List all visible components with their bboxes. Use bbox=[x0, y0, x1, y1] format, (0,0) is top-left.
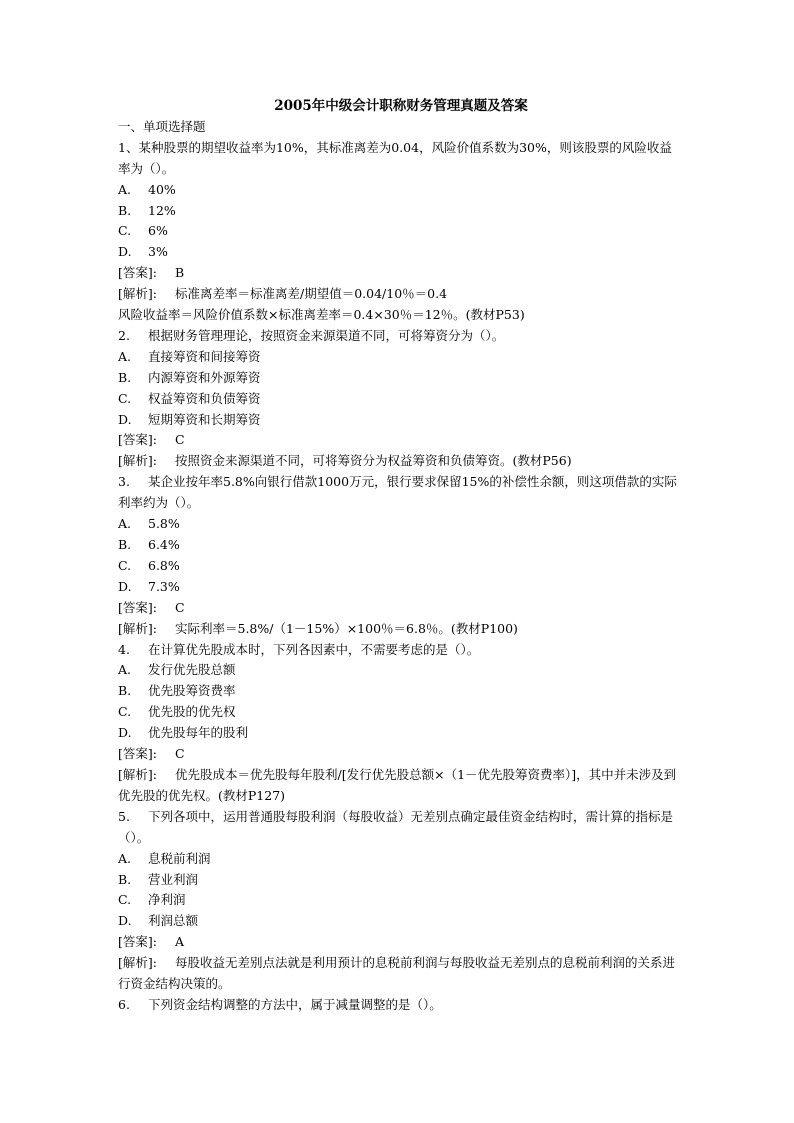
option-text: 息税前利润 bbox=[148, 850, 211, 866]
question-stem: 下列各项中，运用普通股每股利润（每股收益）无差别点确定最佳资金结构时，需计算的指标是（）。 bbox=[118, 808, 674, 845]
question-3-option-a bbox=[118, 514, 684, 535]
option-text: 6% bbox=[148, 223, 168, 239]
option-text: 优先股每年的股利 bbox=[148, 725, 249, 741]
option-letter: C. bbox=[118, 223, 132, 239]
option-text: 5.8% bbox=[148, 516, 180, 532]
question-4-option-a bbox=[118, 660, 684, 681]
question-5-option-a bbox=[118, 849, 684, 870]
question-6-text bbox=[118, 995, 684, 1016]
analysis-text: 标准离差率＝标准离差/期望值＝0.04/10％＝0.4 bbox=[175, 286, 448, 302]
option-letter: C. bbox=[118, 892, 132, 908]
analysis-tag: [解析]: bbox=[118, 286, 157, 302]
answer-value: B bbox=[175, 265, 185, 281]
option-text: 6.4% bbox=[148, 537, 180, 553]
analysis-text: 每股收益无差别点法就是利用预计的息税前利润与每股收益无差别点的息税前利润的关系进行资金结构决策的。 bbox=[118, 955, 676, 992]
option-text: 12% bbox=[148, 202, 176, 218]
question-5-option-b bbox=[118, 870, 684, 891]
option-letter: D. bbox=[118, 578, 132, 594]
question-stem: 某企业按年率5.8%向银行借款1000万元，银行要求保留15%的补偿性余额，则这项借款的实际利率约为（）。 bbox=[118, 474, 677, 511]
question-5-text bbox=[118, 807, 684, 849]
question-1-analysis bbox=[118, 284, 684, 305]
option-text: 直接筹资和间接筹资 bbox=[148, 348, 261, 364]
analysis-tag: [解析]: bbox=[118, 955, 157, 971]
question-stem: 在计算优先股成本时，下列各因素中，不需要考虑的是（）。 bbox=[148, 641, 480, 657]
answer-value: C bbox=[175, 599, 185, 615]
option-text: 优先股筹资费率 bbox=[148, 683, 236, 699]
option-letter: B. bbox=[118, 369, 132, 385]
option-letter: C. bbox=[118, 557, 132, 573]
option-text: 优先股的优先权 bbox=[148, 704, 236, 720]
option-letter: B. bbox=[118, 202, 132, 218]
question-number: 4. bbox=[118, 641, 130, 657]
question-1-option-d bbox=[118, 242, 684, 263]
question-5-option-c bbox=[118, 890, 684, 911]
question-2-option-a bbox=[118, 347, 684, 368]
document-title: 2005年中级会计职称财务管理真题及答案 bbox=[274, 98, 528, 114]
question-1-answer bbox=[118, 263, 684, 284]
option-text: 权益筹资和负债筹资 bbox=[148, 390, 261, 406]
option-letter: D. bbox=[118, 411, 132, 427]
option-text: 7.3% bbox=[148, 578, 180, 594]
question-stem: 根据财务管理理论，按照资金来源渠道不同，可将筹资分为（）。 bbox=[148, 327, 505, 343]
option-letter: C. bbox=[118, 704, 132, 720]
option-letter: C. bbox=[118, 390, 132, 406]
option-letter: A. bbox=[118, 662, 132, 678]
answer-tag: [答案]: bbox=[118, 599, 157, 615]
question-3-option-c bbox=[118, 556, 684, 577]
option-text: 短期筹资和长期筹资 bbox=[148, 411, 261, 427]
question-2-answer bbox=[118, 430, 684, 451]
question-stem: 下列资金结构调整的方法中，属于减量调整的是（）。 bbox=[148, 996, 442, 1012]
question-5-analysis bbox=[118, 953, 684, 995]
question-2-option-b bbox=[118, 368, 684, 389]
question-3-answer bbox=[118, 598, 684, 619]
question-2-analysis bbox=[118, 451, 684, 472]
answer-tag: [答案]: bbox=[118, 934, 157, 950]
option-text: 利润总额 bbox=[148, 913, 199, 929]
option-text: 3% bbox=[148, 244, 168, 260]
option-letter: A. bbox=[118, 516, 132, 532]
question-2-option-c bbox=[118, 389, 684, 410]
answer-tag: [答案]: bbox=[118, 265, 157, 281]
question-number: 2. bbox=[118, 327, 130, 343]
question-number: 5. bbox=[118, 808, 130, 824]
question-3-option-d bbox=[118, 577, 684, 598]
option-text: 营业利润 bbox=[148, 871, 199, 887]
question-number: 6. bbox=[118, 996, 130, 1012]
question-2-option-d bbox=[118, 410, 684, 431]
question-4-option-b bbox=[118, 681, 684, 702]
option-letter: A. bbox=[118, 181, 132, 197]
analysis-text: 实际利率＝5.8%/（1－15%）×100％＝6.8％。(教材P100) bbox=[175, 620, 518, 636]
analysis-tag: [解析]: bbox=[118, 453, 157, 469]
question-4-text bbox=[118, 640, 684, 661]
question-4-answer bbox=[118, 744, 684, 765]
question-2-text bbox=[118, 326, 684, 347]
answer-value: C bbox=[175, 432, 185, 448]
question-1-option-c bbox=[118, 221, 684, 242]
question-3-analysis bbox=[118, 619, 684, 640]
option-text: 净利润 bbox=[148, 892, 186, 908]
question-1-option-a bbox=[118, 180, 684, 201]
option-letter: B. bbox=[118, 871, 132, 887]
analysis-tag: [解析]: bbox=[118, 766, 157, 782]
section-heading: 一、单项选择题 bbox=[118, 118, 206, 134]
question-3-text bbox=[118, 472, 684, 514]
option-text: 6.8% bbox=[148, 557, 180, 573]
option-text: 发行优先股总额 bbox=[148, 662, 236, 678]
option-text: 内源筹资和外源筹资 bbox=[148, 369, 261, 385]
option-letter: A. bbox=[118, 850, 132, 866]
analysis-tag: [解析]: bbox=[118, 620, 157, 636]
question-4-option-c bbox=[118, 702, 684, 723]
answer-value: C bbox=[175, 746, 185, 762]
question-3-option-b bbox=[118, 535, 684, 556]
question-4-option-d bbox=[118, 723, 684, 744]
question-5-answer bbox=[118, 932, 684, 953]
answer-tag: [答案]: bbox=[118, 746, 157, 762]
option-letter: D. bbox=[118, 913, 132, 929]
analysis-text: 优先股成本＝优先股每年股利/[发行优先股总额×（1－优先股筹资费率）]，其中并未涉及到优先股的优先权。(教材P127) bbox=[118, 766, 677, 803]
question-4-analysis bbox=[118, 765, 684, 807]
answer-tag: [答案]: bbox=[118, 432, 157, 448]
answer-value: A bbox=[175, 934, 185, 950]
option-letter: D. bbox=[118, 725, 132, 741]
option-letter: B. bbox=[118, 537, 132, 553]
option-letter: B. bbox=[118, 683, 132, 699]
option-letter: D. bbox=[118, 244, 132, 260]
question-1-analysis-continued: 风险收益率＝风险价值系数×标准离差率＝0.4×30％＝12％。(教材P53) bbox=[118, 307, 525, 323]
option-letter: A. bbox=[118, 348, 132, 364]
question-number: 3. bbox=[118, 474, 130, 490]
question-1-text: 1、某种股票的期望收益率为10%，其标准离差为0.04，风险价值系数为30%，则该股票的风险收益率为（）。 bbox=[118, 139, 672, 176]
question-1-option-b bbox=[118, 201, 684, 222]
question-5-option-d bbox=[118, 911, 684, 932]
analysis-text: 按照资金来源渠道不同，可将筹资分为权益筹资和负债筹资。(教材P56) bbox=[175, 453, 572, 469]
option-text: 40% bbox=[148, 181, 176, 197]
